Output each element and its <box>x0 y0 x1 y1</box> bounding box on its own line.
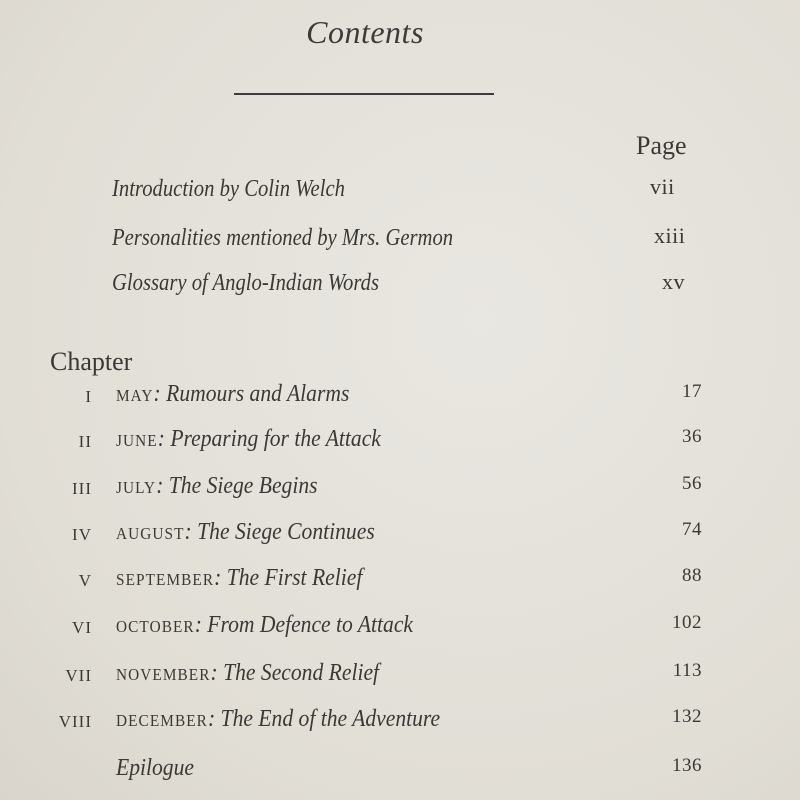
chapter-title: Rumours and Alarms <box>166 381 350 407</box>
chapter-month: SEPTEMBER <box>116 570 215 589</box>
chapter-numeral: VII <box>65 666 92 685</box>
chapter-entry: NOVEMBER: The Second Relief <box>116 660 380 686</box>
chapter-numeral: VIII <box>58 712 92 731</box>
chapter-page: 36 <box>682 426 702 447</box>
chapter-title: The Siege Continues <box>197 519 375 545</box>
front-matter-personalities: Personalities mentioned by Mrs. Germon <box>112 225 454 251</box>
front-matter-glossary-page: xv <box>662 269 685 294</box>
chapter-numeral: II <box>78 432 92 451</box>
epilogue-title: Epilogue <box>116 755 194 781</box>
chapter-page: 113 <box>672 660 702 681</box>
chapter-entry: JUNE: Preparing for the Attack <box>116 426 381 452</box>
chapter-page: 102 <box>672 612 702 633</box>
chapter-month: OCTOBER <box>116 617 195 636</box>
chapter-row <box>0 426 800 466</box>
chapter-entry: MAY: Rumours and Alarms <box>116 381 350 407</box>
chapter-month: NOVEMBER <box>116 665 211 684</box>
chapter-page: 132 <box>672 706 702 727</box>
title-underline <box>234 93 494 95</box>
chapter-month: DECEMBER <box>116 711 208 730</box>
chapter-month: JUNE <box>116 431 158 450</box>
chapter-month: AUGUST <box>116 524 185 543</box>
chapter-page: 74 <box>682 519 702 540</box>
chapter-month: JULY <box>116 478 157 497</box>
chapter-row <box>0 660 800 700</box>
page-title: Contents <box>306 14 424 50</box>
chapter-month: MAY <box>116 386 154 405</box>
chapter-title: Preparing for the Attack <box>170 426 381 452</box>
page-column-label: Page <box>636 131 687 160</box>
chapter-entry: JULY: The Siege Begins <box>116 473 318 499</box>
chapter-title: The Second Relief <box>223 660 380 686</box>
chapter-numeral: VI <box>72 618 92 637</box>
chapter-numeral: I <box>85 387 92 406</box>
chapter-entry: AUGUST: The Siege Continues <box>116 519 375 545</box>
chapter-title: The Siege Begins <box>168 473 318 499</box>
chapter-row <box>0 706 800 746</box>
chapter-entry: SEPTEMBER: The First Relief <box>116 565 363 591</box>
epilogue-page: 136 <box>672 755 702 776</box>
chapter-column-label: Chapter <box>50 347 133 376</box>
chapter-title: The End of the Adventure <box>220 706 441 732</box>
chapter-page: 17 <box>682 381 702 402</box>
chapter-title: From Defence to Attack <box>207 612 414 638</box>
epilogue-entry <box>116 755 194 782</box>
chapter-row <box>0 612 800 652</box>
chapter-row <box>0 519 800 559</box>
epilogue-row <box>0 755 800 795</box>
front-matter-glossary: Glossary of Anglo-Indian Words <box>112 270 380 296</box>
chapter-numeral: III <box>72 479 92 498</box>
chapter-page: 56 <box>682 473 702 494</box>
chapter-page: 88 <box>682 565 702 586</box>
chapter-row <box>0 473 800 513</box>
chapter-row <box>0 565 800 605</box>
chapter-title: The First Relief <box>226 565 363 591</box>
chapter-entry: OCTOBER: From Defence to Attack <box>116 612 414 638</box>
chapter-numeral: IV <box>72 525 92 544</box>
chapter-entry: DECEMBER: The End of the Adventure <box>116 706 441 732</box>
front-matter-introduction: Introduction by Colin Welch <box>112 176 345 202</box>
front-matter-personalities-page: xiii <box>654 223 686 248</box>
chapter-row <box>0 381 800 421</box>
front-matter-introduction-page: vii <box>650 174 675 199</box>
chapter-numeral: V <box>78 571 92 590</box>
